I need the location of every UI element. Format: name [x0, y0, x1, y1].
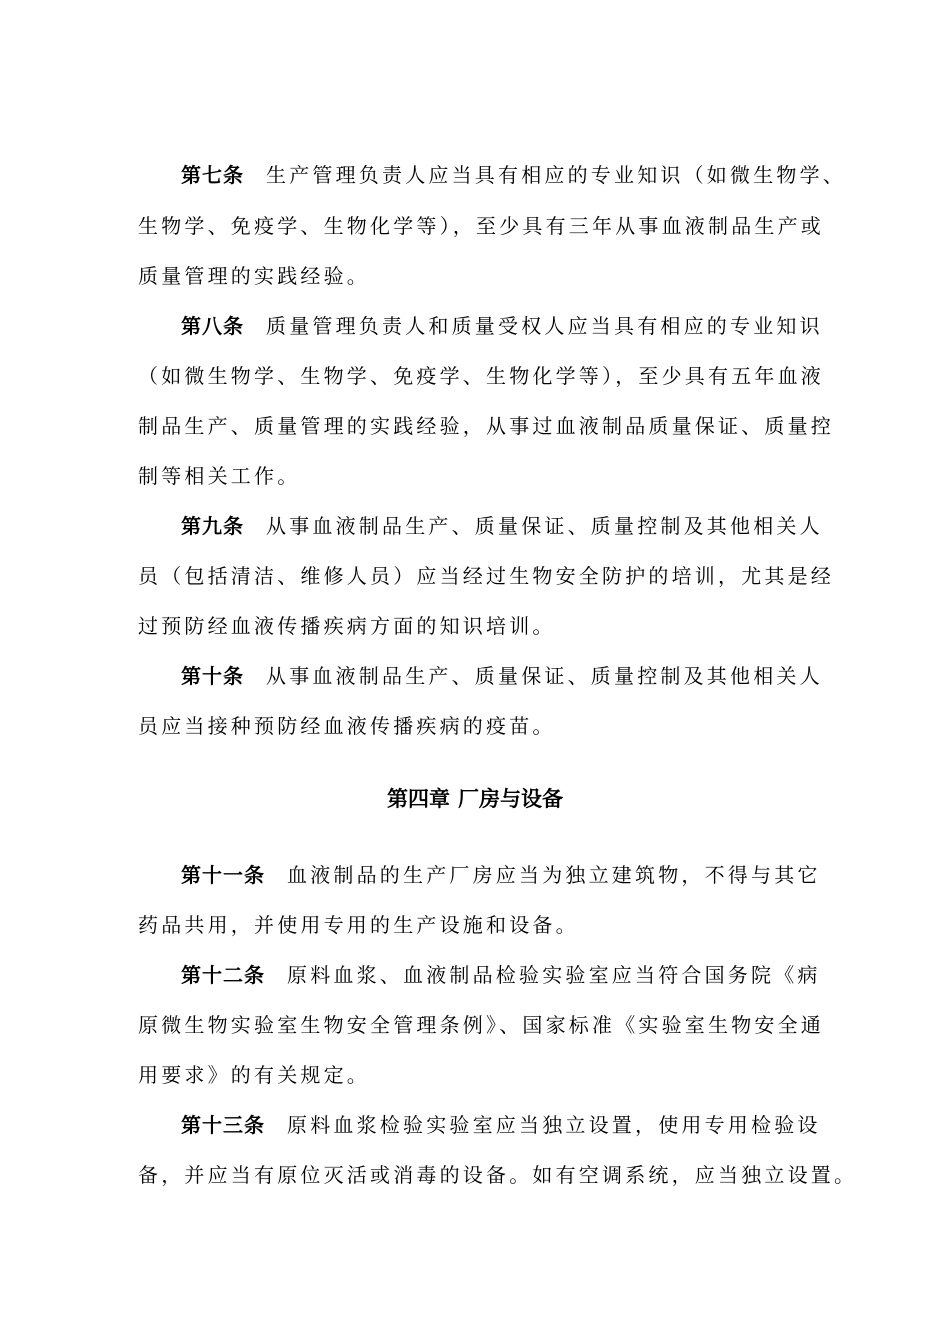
- article-11-line-2: 药品共用，并使用专用的生产设施和设备。: [138, 913, 579, 937]
- article-text: 从事血液制品生产、质量保证、质量控制及其他相关人: [266, 664, 823, 688]
- chapter-heading: [0, 785, 950, 813]
- article-text: 原料血浆、血液制品检验实验室应当符合国务院《病: [287, 963, 821, 987]
- article-13-line-1: [181, 1111, 821, 1139]
- article-12-line-1: [181, 961, 821, 989]
- article-7-line-1: [181, 161, 846, 189]
- article-9-line-2: 员（包括清洁、维修人员）应当经过生物安全防护的培训，尤其是经: [138, 564, 834, 588]
- article-9-line-1: [181, 512, 823, 540]
- article-text: 从事血液制品生产、质量保证、质量控制及其他相关人: [266, 514, 823, 538]
- article-10-line-1: [181, 662, 823, 690]
- article-label: 第十三条: [181, 1113, 265, 1137]
- chapter-number: 第四章: [387, 787, 450, 811]
- article-9-line-3: 过预防经血液传播疾病方面的知识培训。: [138, 614, 556, 638]
- article-label: 第十条: [181, 664, 244, 688]
- article-label: 第九条: [181, 514, 244, 538]
- article-8-line-3: 制品生产、质量管理的实践经验，从事过血液制品质量保证、质量控: [138, 414, 834, 438]
- article-text: 质量管理负责人和质量受权人应当具有相应的专业知识: [266, 314, 823, 338]
- article-label: 第八条: [181, 314, 244, 338]
- article-8-line-2: （如微生物学、生物学、免疫学、生物化学等），至少具有五年血液: [138, 364, 824, 388]
- article-10-line-2: 员应当接种预防经血液传播疾病的疫苗。: [138, 714, 556, 738]
- article-7-line-2: 生物学、免疫学、生物化学等），至少具有三年从事血液制品生产或: [138, 214, 824, 238]
- article-label: 第十一条: [181, 863, 265, 887]
- article-7-line-3: 质量管理的实践经验。: [138, 264, 370, 288]
- article-13-line-2: 备，并应当有原位灭活或消毒的设备。如有空调系统，应当独立设置。: [138, 1163, 858, 1187]
- article-text: 生产管理负责人应当具有相应的专业知识（如微生物学、: [266, 163, 846, 187]
- article-label: 第七条: [181, 163, 244, 187]
- article-11-line-1: [181, 861, 821, 889]
- article-text: 原料血浆检验实验室应当独立设置，使用专用检验设: [287, 1113, 821, 1137]
- article-text: 血液制品的生产厂房应当为独立建筑物，不得与其它: [287, 863, 821, 887]
- article-8-line-1: [181, 312, 823, 340]
- article-label: 第十二条: [181, 963, 265, 987]
- article-8-line-4: 制等相关工作。: [138, 464, 301, 488]
- article-12-line-3: 用要求》的有关规定。: [138, 1063, 370, 1087]
- chapter-title: 厂房与设备: [458, 787, 563, 811]
- article-12-line-2: 原微生物实验室生物安全管理条例》、国家标准《实验室生物安全通: [138, 1013, 824, 1037]
